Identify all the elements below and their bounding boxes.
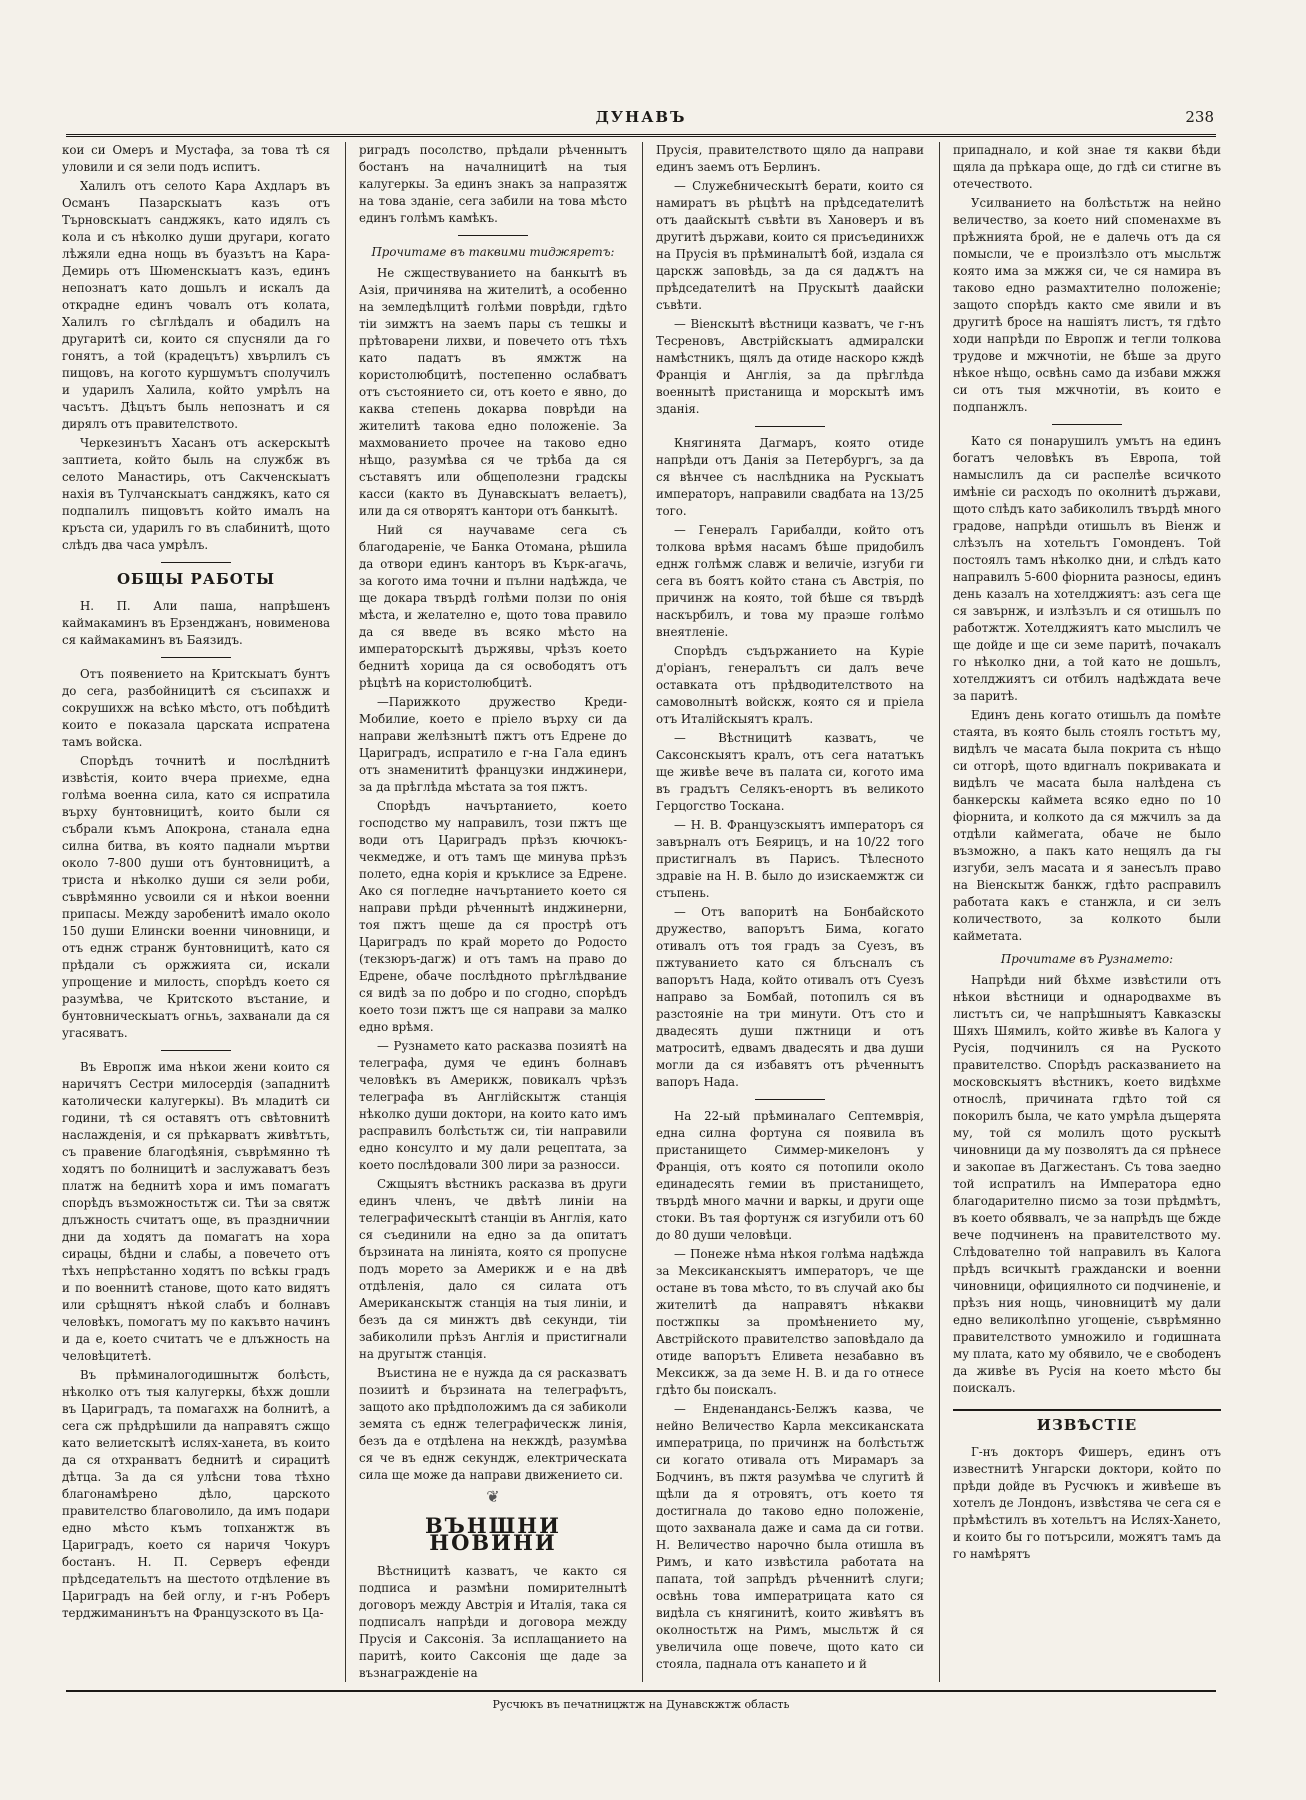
paragraph: — Служебническытѣ берати, които ся намиратъ въ рѣцѣтѣ на прѣдседателитѣ отъ даайскытѣ съвѣти въ Хановеръ и въ другитѣ държави, които ся присъединихж на Прусія въ прѣминалытѣ бой, издала ся царскж заповѣдь, за да ся дадѫтъ на прѣдседателитѣ на Прускытѣ даайски съвѣти. — [656, 179, 924, 312]
paragraph: Н. П. Али паша, напрѣшенъ каймакаминъ въ Ерзенджанъ, новименова ся каймакаминъ въ Баязидъ. — [62, 599, 330, 647]
paragraph: Вѣстницитѣ казватъ, че както ся подписа и размѣни помирителнытѣ договоръ между Австрія и Италія, така ся подписалъ напрѣди и договора между Прусія и Саксонія. За исплащанието на паритѣ, които Саксонія ще даде за възнагражденіе на — [359, 1564, 627, 1680]
divider — [1052, 424, 1122, 425]
paragraph: риградъ посолство, прѣдали рѣченнытъ бостанъ на началницитѣ на тыя калугеркы. За единъ знакъ за напразятж на това зданіе, сега забили на това мѣсто единъ голѣмъ камѣкъ. — [359, 143, 627, 225]
bottom-rule — [66, 1690, 1216, 1692]
paragraph: — Отъ вапоритѣ на Бонбайското дружество, вапорътъ Бима, когато отивалъ отъ тоя градъ за Суезъ, въ пжтуванието като ся блъсналъ съ вапорътъ Нада, който отивалъ отъ Суезъ направо за Бомбай, потопилъ ся въ разстояніе на три минути. Отъ сто и двадесять души пжтници и отъ матроситѣ, едвамъ двадесять и два души могли да ся избавятъ отъ рѣченнытъ вапоръ Нада. — [656, 905, 924, 1089]
column-1 — [62, 142, 330, 1682]
source-subheading: Прочитаме въ Рузнамето: — [1000, 952, 1174, 966]
page-number: 238 — [1185, 108, 1214, 126]
paragraph: — Генералъ Гарибалди, който отъ толкова врѣмя насамъ бѣше придобилъ еднж голѣмж славж и величіе, изгуби ги сега въ боятъ който стана съ Австрія, по причинж на която, той бѣше ся твърдѣ наскърбилъ, и това му праэше голѣмо внеятленіе. — [656, 523, 924, 639]
paragraph: Усилванието на болѣстьтж на нейно величество, за което ний споменахме въ прѣжнията брой, не е далечь отъ да ся помысли, че е произлѣзло отъ мысльтж която има за мжжя си, че ся намира въ таково едно размахтително положеніе; защото спорѣдъ както сме явили и въ другитѣ бросе на нашіятъ листъ, тя гдѣто ходи напрѣди по Европж и тегли толкова трудове и мжчнотіи, не бѣше за друго нѣкое нѣщо, освѣнь само да избави мжжя си отъ тыя мжчнотіи, въ които е подпанжлъ. — [953, 196, 1221, 414]
paragraph: Спорѣдъ начъртанието, което господство му направилъ, този пжтъ ще води отъ Цариградъ прѣзъ кючюкъ-чекмедже, и отъ тамъ ще минува прѣзъ полето, една корія и кръклисе за Едрене. Ако ся погледне начъртанието което ся направи прѣди рѣченнытѣ инджинерни, тоя пжтъ щеше да ся прострѣ отъ Цариградъ по край морето до Родосто (текзюръ-дагж) и отъ тамъ на право до Едрене, обаче послѣдното прѣглѣдвание ся видѣ за по добро и по сгодно, спорѣдъ което този пжтъ ще ся направи за малко едно врѣмя. — [359, 799, 627, 1034]
paragraph: — Понеже нѣма нѣкоя голѣма надѣжда за Мексиканскыятъ императоръ, че ще остане въ това мѣсто, то въ случай ако бы жителитѣ да направятъ нѣкакви постжпкы за промѣнението му, Австрійското правителство заповѣдало да отиде вапорътъ Еливета незабавно въ Мексикж, за да земе Н. В. и да го отнесе гдѣто бы поискалъ. — [656, 1247, 924, 1397]
column-3 — [656, 142, 924, 1682]
paragraph: —Парижкото дружество Креди-Мобилие, което е прiело върху си да направи желѣзнытѣ пжтъ отъ Едрене до Цариградъ, испратило е г-на Гала единъ отъ знаменититѣ французки инджинери, за да прѣглѣда мѣстата за тоя пжтъ. — [359, 695, 627, 794]
page-header — [66, 104, 1216, 137]
paragraph: Напрѣди ний бѣхме извѣстили отъ нѣкои вѣстници и однародвахме въ листътъ си, че напрѣшныятъ Кавказскы Шяхъ Шямилъ, който живѣе въ Калога у Русія, подчинилъ ся на Руското правителство. Спорѣдъ расказванието на московскыятъ вѣстникъ, което видѣхме относлѣ, причината гдѣто той ся покорилъ была, че като умрѣла дъщерята му, той ся молилъ щото рускытѣ чиновници да му позволятъ да ся прѣнесе и закопае въ Дагжестанъ. Съ това заедно той испратилъ на Императора едно благодарително писмо за този прѣдмѣтъ, въ което обяввалъ, че за напрѣдъ ще бжде вече подчиненъ на правителството му. Слѣдователно той направилъ въ Калога прѣдъ всичкытѣ граждански и военни чиновници, официялното си подчиненіе, и прѣзъ ния нощь, чиновницитѣ му дали едно великолѣпно угощеніе, съврѣмянно правителството умножило и годишната му плата, като му обявило, че е свободенъ да живѣе въ Русія на което мѣсто бы поискалъ. — [953, 973, 1221, 1395]
divider — [755, 1099, 825, 1100]
column-4 — [953, 142, 1221, 1682]
paragraph: — Н. В. Французскыятъ императоръ ся завърналъ отъ Беярицъ, и на 10/22 того пристигналъ въ Парисъ. Тѣлесното здравіе на Н. В. было до изискаемжтж си стъпень. — [656, 818, 924, 900]
paragraph: — Віенскытѣ вѣстници казватъ, че г-нъ Тесреновъ, Австрійскыатъ адмиралски намѣстникъ, щялъ да отиде наскоро кждѣ Франція и Англія, за да прѣглѣда военнытѣ пристанища и морскытѣ имъ зданія. — [656, 317, 924, 416]
paragraph: — Енденандансь-Белжъ казва, че нейно Величество Карла мексиканската императрица, по причинж на болѣстьтж си когато отивала отъ Мирамаръ за Бодчинъ, въ пжтя разумѣва че слугитѣ й щѣли да я отровятъ, отъ което тя достигнала до таково едно положеніе, щото захванала даже и сама да си готви. Н. Величество нарочно была отишла въ Римъ, и като извѣстила работата на папата, той запрѣдъ рѣченнитѣ слуги; освѣнь това императрицата като ся видѣла съ княгинитѣ, които живѣятъ въ околностьтж на Римъ, мысльтж й ся увеличила още повече, щото като си стояла, паднала отъ канапето и й — [656, 1402, 924, 1671]
paragraph: Сжщыятъ вѣстникъ расказва въ други единъ членъ, че двѣтѣ линіи на телеграфическытѣ станціи въ Англія, като ся съединили на едно за да опитатъ бързината на линіята, която ся пропусне подъ морето за Америкж и е на двѣ отдѣленія, дало ся силата отъ Американскытж станція на тыя линіи, и безъ да ся минжтъ двѣ секунди, тіи забиколили прѣзъ Англія и пристигнали на другытж станція. — [359, 1177, 627, 1361]
column-rule — [345, 142, 346, 1682]
newspaper-title: ДУНАВЪ — [595, 108, 687, 126]
source-subheading: Прочитаме въ таквими тиджяретъ: — [371, 245, 615, 259]
column-rule — [642, 142, 643, 1682]
divider — [458, 235, 528, 236]
article-columns — [62, 142, 1222, 1682]
printer-imprint: Русчюкъ въ печатницжтж на Дунавскжтж область — [492, 1698, 790, 1711]
divider — [755, 426, 825, 427]
paragraph: Не сжществуванието на банкытѣ въ Азія, причинява на жителитѣ, а особенно на земледѣлцитѣ голѣми поврѣди, гдѣто тіи зимжтъ на заемъ пары съ тешкы и прѣтоварени лихви, и повечето отъ тѣхъ като падатъ въ ямжтж на користолюбцитѣ, постепенно ослабватъ отъ състоянието си, отъ което е явно, до каква степень докарва поврѣди на жителитѣ такова едно положеніе. За махмованието прочее на таково едно нѣщо, разумѣва ся че трѣба да ся съставятъ или общеполезни градскы касси (както въ Дунавскыатъ велаетъ), или да ся отворятъ кантори отъ банкытѣ. — [359, 266, 627, 518]
paragraph: Черкезинътъ Хасанъ отъ аскерскытѣ заптиета, който быль на службж въ селото Манастирь, отъ Сакченскыатъ нахія въ Тулчанскыатъ санджякъ, като ся подпалилъ пищовътъ който ималъ на кръста си, ударилъ го въ слабинитѣ, щото слѣдъ два часа умрѣлъ. — [62, 436, 330, 552]
divider — [161, 657, 231, 658]
paragraph: Прусія, правителството щяло да направи единъ заемъ отъ Берлинъ. — [656, 143, 924, 174]
paragraph: Халилъ отъ селото Кара Ахдларъ въ Османъ Пазарскыатъ казъ отъ Търновскыатъ санджякъ, като идялъ съ кола и съ нѣколко души другари, когато лѣжяли една нощь въ буазътъ на Кара-Демирь отъ Шюменскыатъ казъ, единъ непознатъ като дошьлъ и искалъ да открадне единъ човалъ отъ колата, Халилъ го сѣглѣдалъ и обадилъ на другаритѣ си, които ся спусняли да го гонятъ, а той (крадецътъ) хвърлилъ съ пищовъ, на когото куршумътъ сполучилъ и ударилъ Халила, който умрѣлъ на часътъ. Дѣцътъ быль непознатъ и ся дирялъ отъ правителството. — [62, 179, 330, 431]
paragraph: Спорѣдъ съдържанието на Куріе д'оріанъ, генералътъ си далъ вече оставката отъ прѣдводителството на самоволнытѣ войскж, която ся и прiела отъ Италійскыятъ кралъ. — [656, 644, 924, 726]
paragraph: припаднало, и кой знае тя какви бѣди щяла да прѣкара още, до гдѣ си стигне въ отечеството. — [953, 143, 1221, 191]
paragraph: Княгинята Дагмаръ, която отиде напрѣди отъ Данія за Петербургъ, за да ся вѣнчее съ наслѣдника на Рускыатъ императоръ, направили свадбата на 13/25 того. — [656, 436, 924, 518]
paragraph: Ний ся научаваме сега съ благодареніе, че Банка Отомана, рѣшила да отвори единъ канторъ въ Кърк-агачь, за когото има точни и пълни надѣжда, че ще докара твърдѣ голѣми ползи по онія мѣста, и желателно е, щото това правило да ся введе въ всяко мѣсто на императорскытѣ държявы, чрѣзъ което беднитѣ хорица да ся освободятъ отъ рѣцѣтѣ на користолюбцитѣ. — [359, 523, 627, 690]
paragraph: Като ся понарушилъ умътъ на единъ богатъ человѣкъ въ Европа, той намыслилъ да си распелѣе всичкото имѣніе си расходъ по околнитѣ държави, щото слѣдъ като забиколилъ твърдѣ много градове, напрѣди отишьлъ въ Віенж и слѣзълъ на хотельтъ Гомонденъ. Той постоялъ тамъ нѣколко дни, и слѣдъ като направилъ 5-600 фіорнита разносы, единъ день казалъ на хотелджиятъ: азъ сега ще ся завърнж, и излѣзълъ и ся отишьлъ по работжтж. Хотелджиятъ като мыслилъ че ще дойде и ще си земе паритѣ, почакалъ го нѣколко дни, а той като не дошьлъ, хотелджиятъ си отбилъ надѣждата вече за паритѣ. — [953, 434, 1221, 703]
paragraph: Въистина не е нужда да ся расказватъ позиитѣ и бързината на телеграфътъ, защото ако прѣдположимъ да ся забиколи земята съ еднж телеграфическж линія, безъ да е отдѣлена на некждѣ, разумѣва ся че въ еднж секундж, електрическата сила ще може да направи движението си. — [359, 1366, 627, 1482]
column-rule — [939, 142, 940, 1682]
paragraph: кои си Омеръ и Мустафа, за това тѣ ся уловили и ся зели подъ испитъ. — [62, 143, 330, 174]
paragraph: Отъ появението на Критскыатъ бунтъ до сега, разбойницитѣ ся съсипахж и сокрушихж на всѣко мѣсто, отъ побѣдитѣ които е показала царската испратена тамъ войска. — [62, 667, 330, 749]
paragraph: Спорѣдъ точнитѣ и послѣднитѣ извѣстія, които вчера приехме, една голѣма военна сила, като ся испратила върху бунтовницитѣ, които были ся събрали къмъ Апокрона, станала една силна битва, въ която паднали мъртви около 7-800 души отъ бунтовницитѣ, а триста и нѣколко души ся зели роби, съврѣмянно усвоили ся и нѣкои военни припасы. Между заробенитѣ имало около 150 души Елински военни чиновници, и отъ еднж странж бунтовницитѣ, като ся прѣдали съ оржжията си, искали упрощение и милость, спорѣдъ което ся разумѣва, че Критското въстание, и бунтовническыатъ огньъ, захванали да ся угасяватъ. — [62, 754, 330, 1040]
paragraph: На 22-ый прѣминалаго Септемврія, една силна фортуна ся появила въ пристанището Симмер-микелонъ у Франція, отъ която ся потопили около единадесять гемии въ пристанището, твърдѣ много мачни и варкы, и други още стоки. Въ тая фортунж ся изгубили отъ 60 до 80 души человѣци. — [656, 1109, 924, 1242]
paragraph: — Вѣстницитѣ казватъ, че Саксонскыятъ кралъ, отъ сега нататъкъ ще живѣе вече въ палата си, когото има въ градътъ Селякъ-енортъ въ великото Герцогство Тоскана. — [656, 731, 924, 813]
paragraph: Единъ день когато отишьлъ да помѣте стаята, въ която быль стоялъ гостьтъ му, видѣлъ че масата была покрита съ нѣщо си отгорѣ, щото вдигналъ покриваката и видѣлъ че масата была налѣдена съ банкерскы каймета всяко едно по 10 фіорнита, и колкото да ся мжчилъ за да отдѣли каймегата, обаче не было възможно, а пакъ като нещялъ да гы изгуби, зелъ масата и я занесълъ право на Віенскытж банкж, гдѣто расправилъ работата какъ е станжла, и си зелъ количеството, за колкото были кайметата. — [953, 708, 1221, 943]
paragraph: Г-нъ докторъ Фишеръ, единъ отъ известнитѣ Унгарски доктори, който по прѣди дойде въ Русчюкъ и живѣеше въ хотелъ де Лондонъ, извѣстява че сега ся е прѣмѣстилъ въ хотельтъ на Ислях-Хането, и които бы го потърсили, можятъ тамъ да го намѣрятъ — [953, 1445, 1221, 1561]
divider — [161, 562, 231, 563]
divider — [161, 1050, 231, 1051]
column-2 — [359, 142, 627, 1682]
section-heading: ВЪНШНИ НОВИНИ — [425, 1513, 561, 1555]
section-heading: ИЗВѢСТІЕ — [953, 1409, 1221, 1434]
paragraph: — Рузнамето като расказва позиятѣ на телеграфа, думя че единъ болнавъ человѣкъ въ Америкж, повикалъ чрѣзъ телеграфа въ Англійскытж станція нѣколко души доктори, на които като имъ расправилъ болѣстьтж си, тіи направили едно консулто и му дали рецептата, за което послѣдовали 300 лири за разносси. — [359, 1039, 627, 1172]
paragraph: Въ прѣминалогодишнытж болѣсть, нѣколко отъ тыя калугеркы, бѣхж дошли въ Цариградъ, та помагахж на болнитѣ, а сега сж прѣдрѣшили да направятъ сжщо като велиетскытѣ ислях-ханета, въ които да ся отхранватъ беднитѣ и сирацитѣ дѣтца. За да ся улѣсни това тѣхно благонамѣрено дѣло, царското правителство благоволило, да имъ подари едно мѣсто къмъ топханжтж въ Цариградъ, което ся наричя Чокуръ бостанъ. Н. П. Серверъ ефенди прѣдседательтъ на шестото отдѣление въ Цариградъ на бей оглу, и г-нъ Роберъ терджиманинътъ на Французското въ Ца- — [62, 1368, 330, 1620]
ornament-icon: ❦ — [486, 1487, 500, 1506]
paragraph: Въ Европж има нѣкои жени които ся наричятъ Сестри милосердія (западнитѣ католически калугеркы). Въ млaдитѣ си години, тѣ ся оставятъ отъ свѣтовнитѣ наслажденія, и ся прѣкарватъ живѣтъть, съ правение благодѣянія, съврѣмянно тѣ ходятъ по болницитѣ и заслужаватъ безъ платж на беднитѣ хора и имъ помагатъ спорѣдъ възможностьтж си. Тѣи за святж длъжность считатъ още, въ праздничнии дни да ходятъ да помагатъ на хора сирацы, бѣдни и слабы, а повечето отъ тѣхъ непрѣстанно ходятъ по всѣкы градъ и по военнитѣ станове, щото като видятъ или срѣщнятъ нѣкой слабъ и болнавъ человѣкъ, помогатъ му по какъвто начинъ и да е, което считатъ че е длъжность на человѣцитетѣ. — [62, 1060, 330, 1363]
section-heading: ОБЩЫ РАБОТЫ — [116, 570, 276, 588]
